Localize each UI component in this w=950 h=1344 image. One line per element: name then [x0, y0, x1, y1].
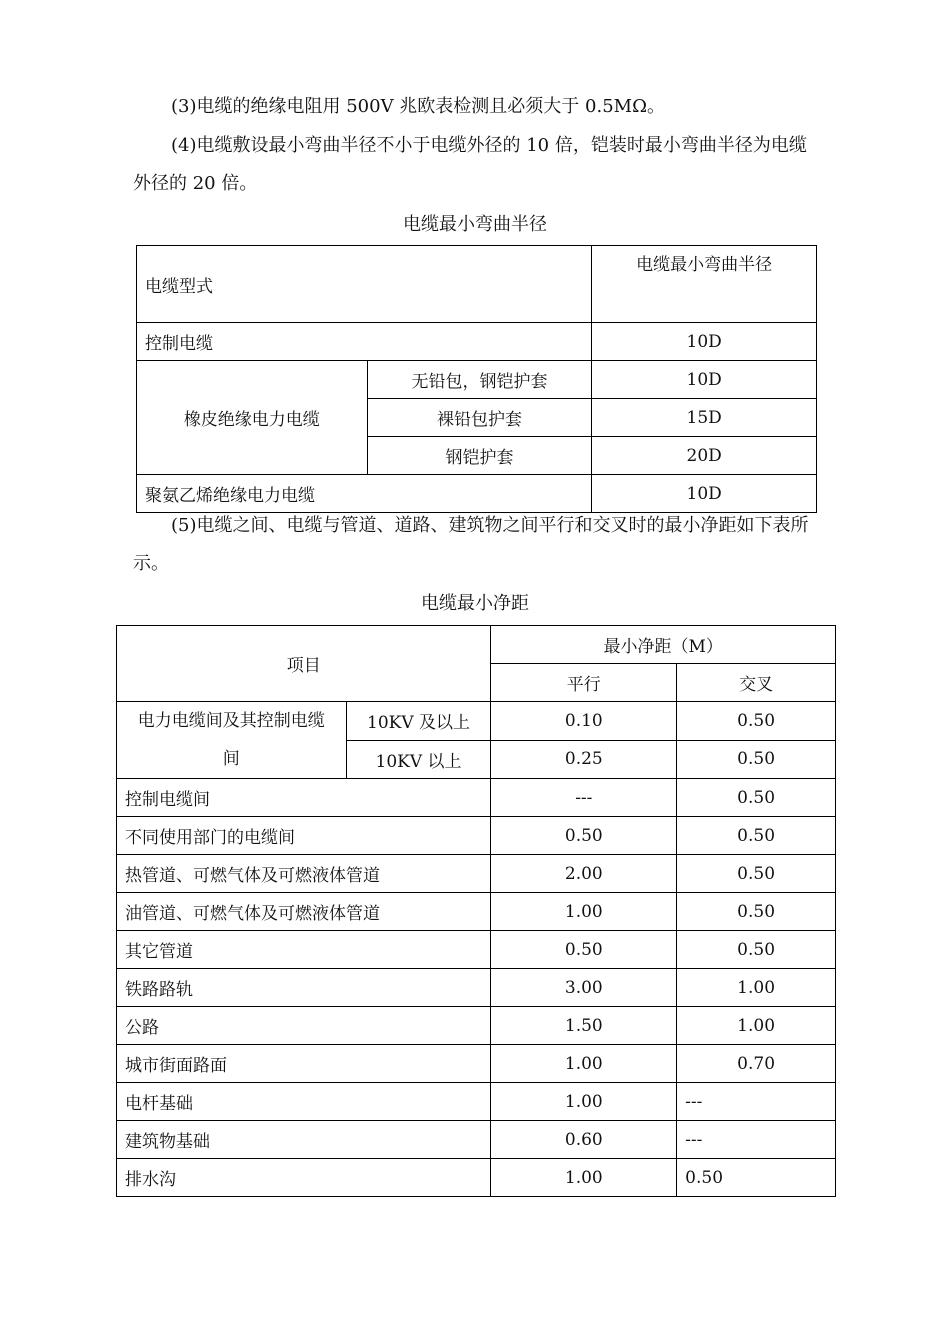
table-row — [137, 323, 817, 361]
cell-cross: --- — [677, 1121, 836, 1159]
cell-cross: 0.70 — [677, 1045, 836, 1083]
cell-cross: 0.50 — [677, 702, 836, 741]
paragraph-3: (3)电缆的绝缘电阻用 500V 兆欧表检测且必须大于 0.5MΩ。 — [171, 96, 665, 117]
cell-parallel: 3.00 — [491, 969, 677, 1007]
cell-parallel: 1.00 — [491, 1045, 677, 1083]
cell-parallel: 1.00 — [491, 893, 677, 931]
cell-cross: 1.00 — [677, 1007, 836, 1045]
cell-cross: 0.50 — [677, 931, 836, 969]
cell-parallel: 0.50 — [491, 931, 677, 969]
cell-item: 铁路路轨 — [117, 969, 491, 1007]
cell-parallel: 1.00 — [491, 1159, 677, 1197]
table-row — [117, 969, 836, 1007]
table-row — [117, 779, 836, 817]
cell-item: 排水沟 — [117, 1159, 491, 1197]
table-row — [137, 246, 817, 323]
table-row — [117, 1007, 836, 1045]
cell-item: 控制电缆间 — [117, 779, 491, 817]
cell-item: 电杆基础 — [117, 1083, 491, 1121]
cell-parallel: 0.10 — [491, 702, 677, 741]
cell-parallel: 1.50 — [491, 1007, 677, 1045]
cell-item: 公路 — [117, 1007, 491, 1045]
cell-cross: --- — [677, 1083, 836, 1121]
cell-item: 不同使用部门的电缆间 — [117, 817, 491, 855]
header-cable-type: 电缆型式 — [137, 246, 592, 323]
cell-subtype: 裸铅包护套 — [367, 399, 592, 437]
cell-cross: 0.50 — [677, 817, 836, 855]
header-item: 项目 — [117, 626, 491, 702]
cell-voltage: 10KV 以上 — [346, 740, 491, 779]
table-row — [117, 893, 836, 931]
cell-name: 聚氨乙烯绝缘电力电缆 — [137, 475, 592, 513]
cell-voltage: 10KV 及以上 — [346, 702, 491, 741]
cell-parallel: 0.60 — [491, 1121, 677, 1159]
paragraph-5: (5)电缆之间、电缆与管道、道路、建筑物之间平行和交叉时的最小净距如下表所示。 — [133, 515, 809, 574]
cell-value: 15D — [592, 399, 817, 437]
header-min-clearance: 最小净距（M） — [491, 626, 836, 664]
clearance-table — [116, 625, 836, 1197]
table-row — [117, 1045, 836, 1083]
table-row — [117, 817, 836, 855]
cell-item: 油管道、可燃气体及可燃液体管道 — [117, 893, 491, 931]
cell-value: 20D — [592, 437, 817, 475]
cell-subtype: 无铅包，钢铠护套 — [367, 361, 592, 399]
cell-parallel: 2.00 — [491, 855, 677, 893]
table-row — [117, 702, 836, 741]
cell-cross: 0.50 — [677, 779, 836, 817]
cell-value: 10D — [592, 475, 817, 513]
table-row — [137, 361, 817, 399]
cell-item: 热管道、可燃气体及可燃液体管道 — [117, 855, 491, 893]
table1-caption: 电缆最小弯曲半径 — [403, 214, 547, 235]
header-parallel: 平行 — [491, 664, 677, 702]
table-row — [117, 626, 836, 664]
cell-cross: 0.50 — [677, 1159, 836, 1197]
cell-subtype: 钢铠护套 — [367, 437, 592, 475]
table-row — [117, 1083, 836, 1121]
table2-caption: 电缆最小净距 — [421, 593, 529, 614]
bend-radius-table — [136, 245, 817, 513]
cell-cross: 0.50 — [677, 855, 836, 893]
header-cross: 交叉 — [677, 664, 836, 702]
cell-item: 其它管道 — [117, 931, 491, 969]
power-cable-line2: 间 — [222, 749, 240, 769]
header-bend-radius: 电缆最小弯曲半径 — [592, 246, 817, 323]
cell-cross: 0.50 — [677, 740, 836, 779]
cell-value: 10D — [592, 361, 817, 399]
cell-parallel: 1.00 — [491, 1083, 677, 1121]
table-row — [117, 931, 836, 969]
cell-parallel: --- — [491, 779, 677, 817]
cell-parallel: 0.25 — [491, 740, 677, 779]
cell-name: 控制电缆 — [137, 323, 592, 361]
table-row — [117, 855, 836, 893]
cell-power-cable — [117, 702, 347, 779]
cell-parallel: 0.50 — [491, 817, 677, 855]
cell-rubber-cable: 橡皮绝缘电力电缆 — [137, 361, 368, 475]
table-row — [117, 1159, 836, 1197]
paragraph-4: (4)电缆敷设最小弯曲半径不小于电缆外径的 10 倍，铠装时最小弯曲半径为电缆外径的 20 倍。 — [133, 135, 807, 194]
cell-cross: 1.00 — [677, 969, 836, 1007]
cell-item: 城市街面路面 — [117, 1045, 491, 1083]
cell-value: 10D — [592, 323, 817, 361]
table-row — [117, 1121, 836, 1159]
cell-item: 建筑物基础 — [117, 1121, 491, 1159]
cell-cross: 0.50 — [677, 893, 836, 931]
power-cable-line1: 电力电缆间及其控制电缆 — [137, 711, 325, 731]
